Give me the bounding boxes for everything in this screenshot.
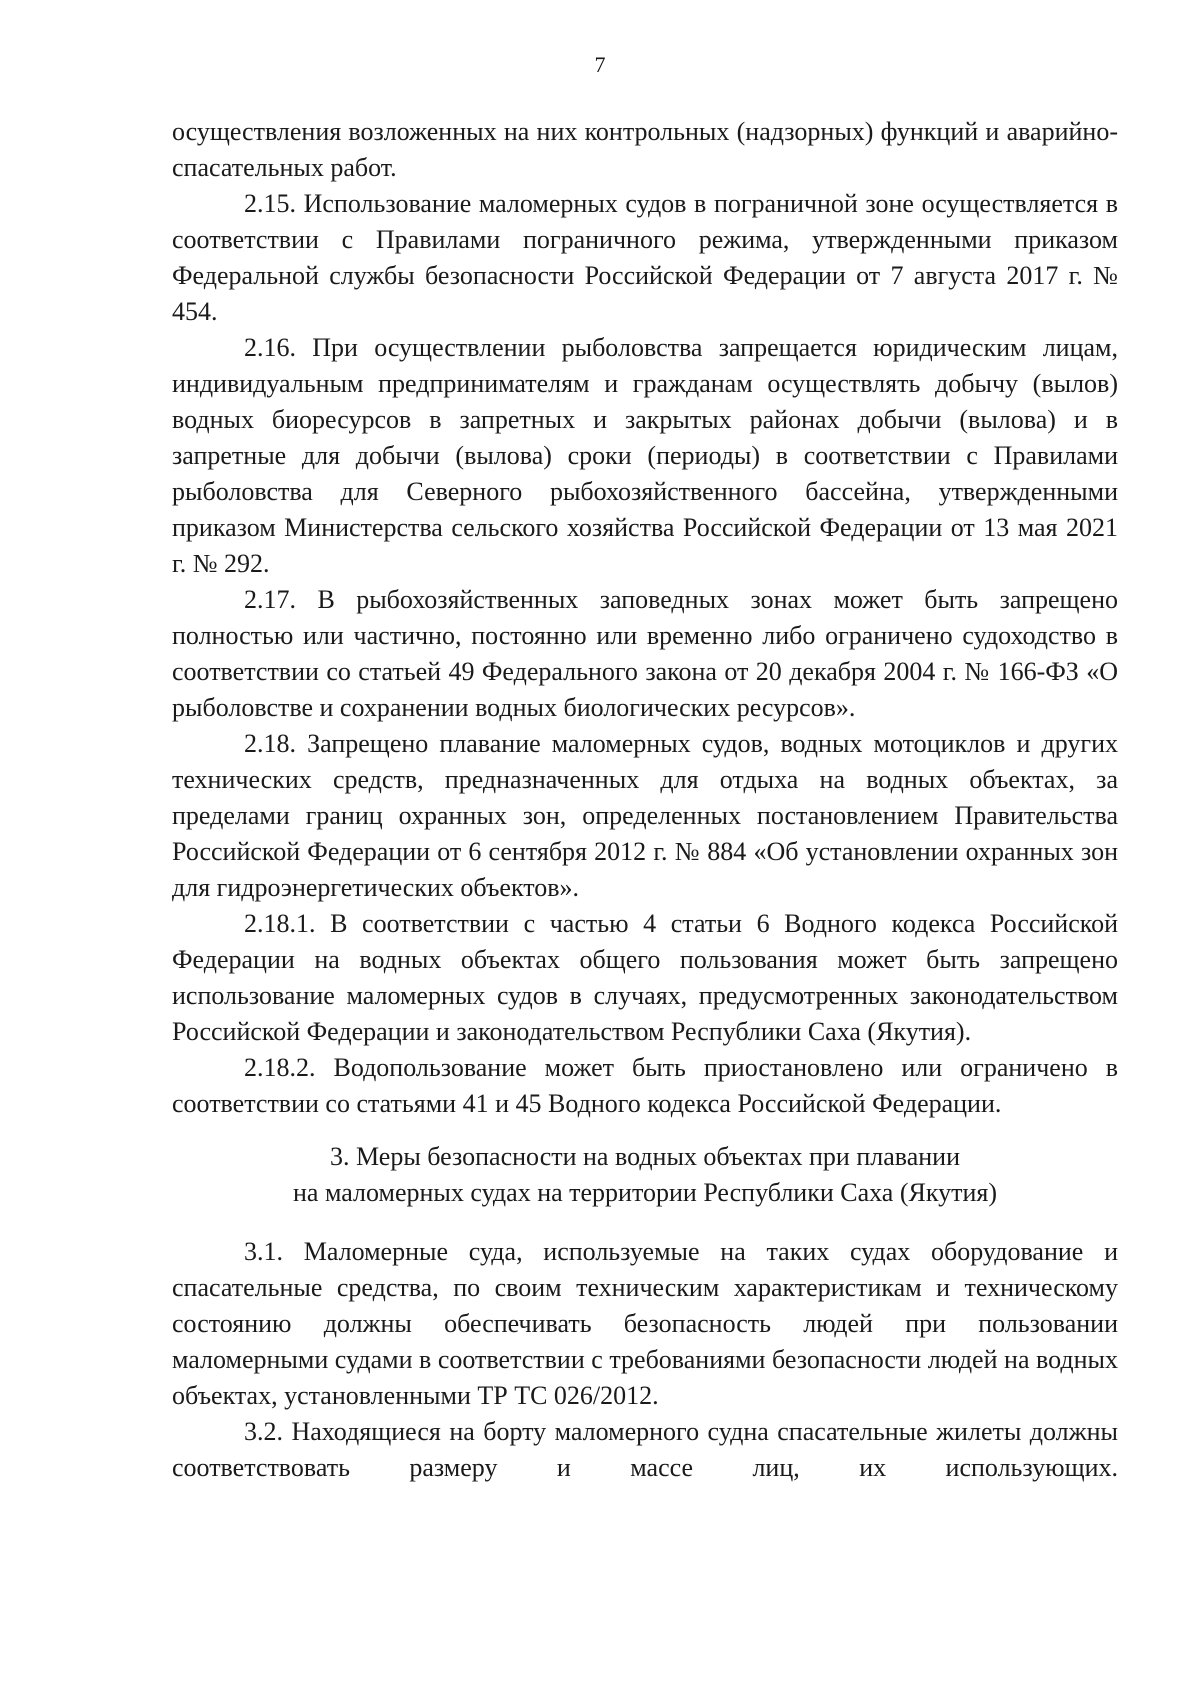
paragraph-2-16: 2.16. При осуществлении рыболовства запрещается юридическим лицам, индивидуальным предпринимателям и гражданам осуществлять добычу (вылов) водных биоресурсов в запретных и закрытых районах добычи (вылова) и в запретные для добычи (вылова) сроки (периоды) в соответствии с Правилами рыболовства для Северного рыбохозяйственного бассейна, утвержденными приказом Министерства сельского хозяйства Российской Федерации от 13 мая 2021 г. № 292. <box>172 333 1118 578</box>
paragraph-2-18: 2.18. Запрещено плавание маломерных судов, водных мотоциклов и других технических средств, предназначенных для отдыха на водных объектах, за пределами границ охранных зон, определенных постановлением Правительства Российской Федерации от 6 сентября 2012 г. № 884 «Об установлении охранных зон для гидроэнергетических объектов». <box>172 729 1118 902</box>
paragraph-2-17: 2.17. В рыбохозяйственных заповедных зонах может быть запрещено полностью или частично, постоянно или временно либо ограничено судоходство в соответствии со статьей 49 Федерального закона от 20 декабря 2004 г. № 166-ФЗ «О рыболовстве и сохранении водных биологических ресурсов». <box>172 585 1118 722</box>
paragraph-3-2: 3.2. Находящиеся на борту маломерного судна спасательные жилеты должны соответствовать размеру и массе лиц, их использующих. <box>172 1417 1118 1482</box>
section-heading-line2: на маломерных судах на территории Республики Саха (Якутия) <box>293 1178 997 1207</box>
paragraph-continuation: осуществления возложенных на них контрольных (надзорных) функций и аварийно-спасательных работ. <box>172 117 1118 182</box>
section-heading <box>172 1139 1118 1211</box>
document-body <box>172 114 1118 1486</box>
page-number: 7 <box>594 52 606 77</box>
paragraph-2-18-1: 2.18.1. В соответствии с частью 4 статьи 6 Водного кодекса Российской Федерации на водных объектах общего пользования может быть запрещено использование маломерных судов в случаях, предусмотренных законодательством Российской Федерации и законодательством Республики Саха (Якутия). <box>172 909 1118 1046</box>
paragraph-3-1: 3.1. Маломерные суда, используемые на таких судах оборудование и спасательные средства, по своим техническим характеристикам и техническому состоянию должны обеспечивать безопасность людей при пользовании маломерными судами в соответствии с требованиями безопасности людей на водных объектах, установленными ТР ТС 026/2012. <box>172 1237 1118 1410</box>
paragraph-2-15: 2.15. Использование маломерных судов в пограничной зоне осуществляется в соответствии с Правилами пограничного режима, утвержденными приказом Федеральной службы безопасности Российской Федерации от 7 августа 2017 г. № 454. <box>172 189 1118 326</box>
paragraph-2-18-2: 2.18.2. Водопользование может быть приостановлено или ограничено в соответствии со статьями 41 и 45 Водного кодекса Российской Федерации. <box>172 1053 1118 1118</box>
section-heading-line1: 3. Меры безопасности на водных объектах при плавании <box>330 1142 960 1171</box>
